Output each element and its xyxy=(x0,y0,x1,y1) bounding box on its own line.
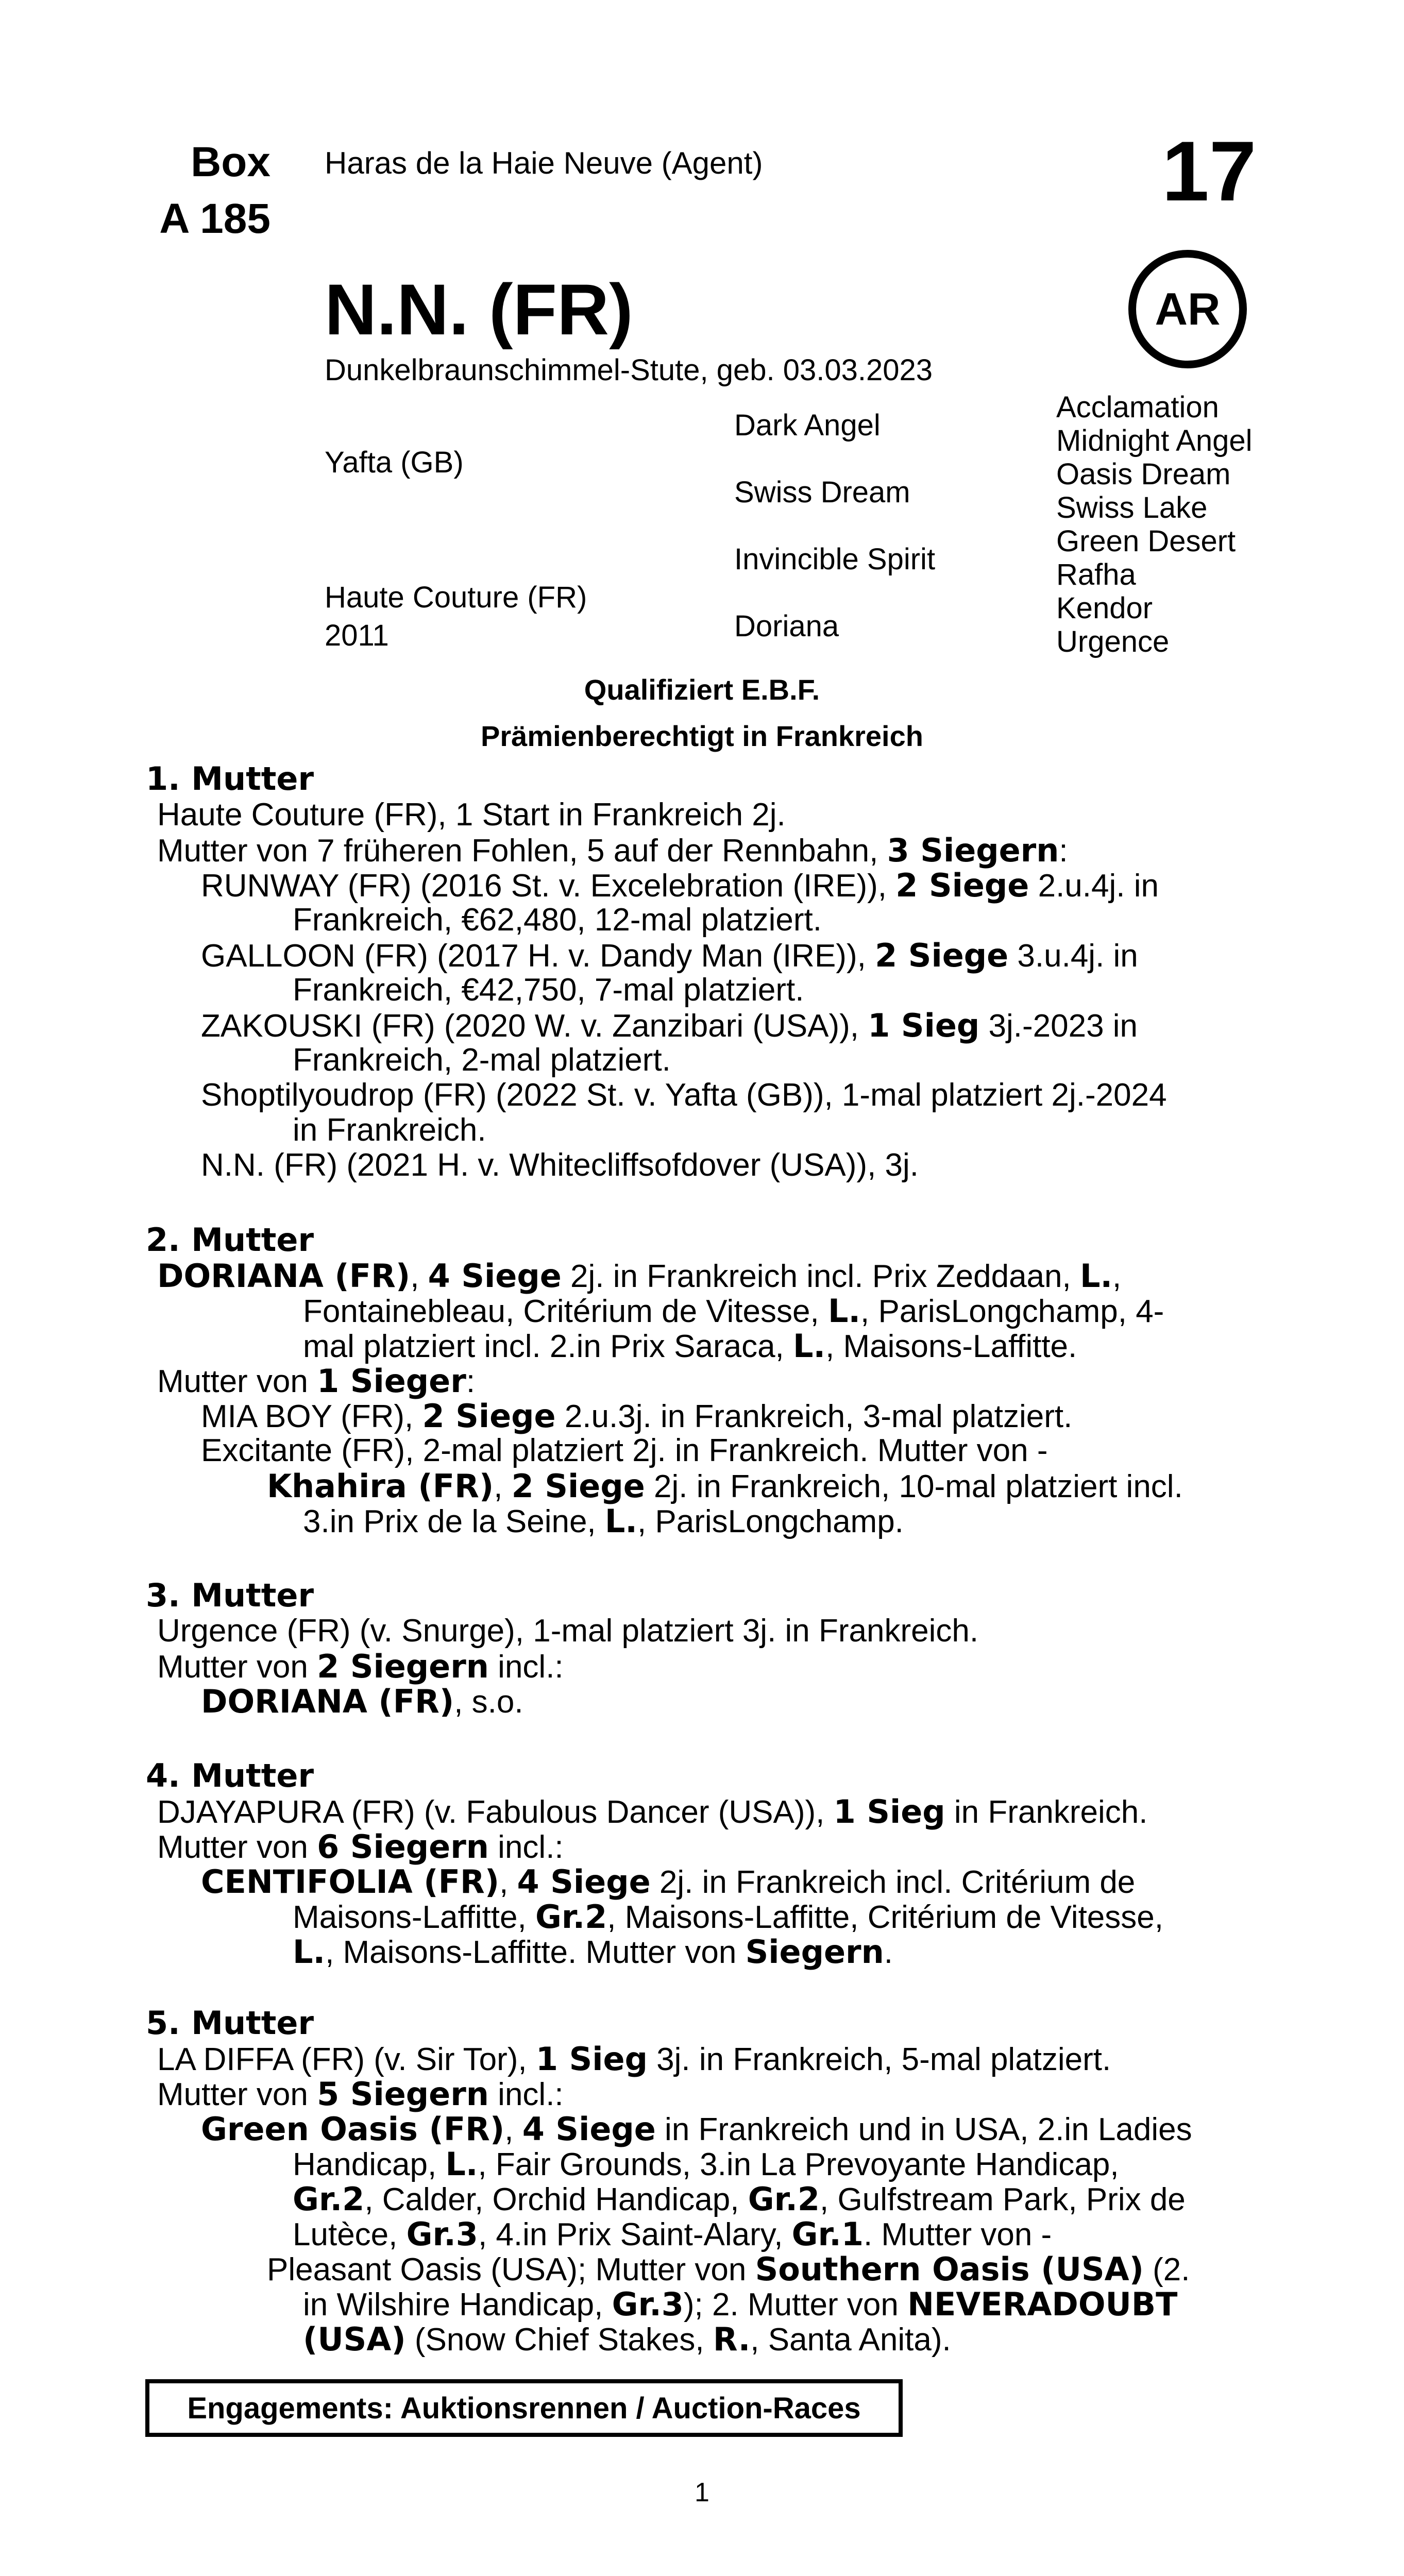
section-line xyxy=(267,1467,1183,1505)
bold-text: 5 Siegern xyxy=(317,2075,489,2113)
section-title: 4. Mutter xyxy=(146,1757,314,1794)
text: Maisons-Laffitte, xyxy=(293,1900,535,1935)
bold-text: 2 Siege xyxy=(875,937,1009,974)
text: , Fair Grounds, 3.in La Prevoyante Handicap, xyxy=(478,2147,1119,2182)
bold-text: Gr.2 xyxy=(748,2180,820,2218)
bold-text: (USA) xyxy=(303,2320,406,2358)
text: mal platziert incl. 2.in Prix Saraca, xyxy=(303,1329,793,1364)
bold-text: DORIANA (FR) xyxy=(201,1683,454,1720)
text: DJAYAPURA (FR) (v. Fabulous Dancer (USA)), xyxy=(157,1794,834,1830)
pedigree-dam-dam: Doriana xyxy=(734,609,839,643)
section-line xyxy=(157,1793,1147,1831)
bold-text: L. xyxy=(604,1502,637,1540)
text: , ParisLongchamp, 4- xyxy=(860,1294,1164,1329)
text: incl.: xyxy=(488,2077,564,2112)
section-line xyxy=(201,1147,919,1183)
section-line xyxy=(157,1828,564,1866)
section-line xyxy=(201,1432,1047,1469)
pedigree-gen3-5: Green Desert xyxy=(1056,524,1236,558)
section-line xyxy=(157,2075,564,2113)
lot-number: 17 xyxy=(1162,124,1257,218)
bold-text: Gr.3 xyxy=(612,2285,684,2323)
box-label: Box xyxy=(191,139,270,185)
text: 3.u.4j. in xyxy=(1008,938,1138,974)
text: : xyxy=(1059,833,1068,869)
ar-badge-label: AR xyxy=(1155,283,1221,334)
text: ZAKOUSKI (FR) (2020 W. v. Zanzibari (USA)), xyxy=(201,1008,868,1044)
text: RUNWAY (FR) (2016 St. v. Excelebration (IRE)), xyxy=(201,868,896,904)
bold-text: Southern Oasis (USA) xyxy=(755,2250,1144,2288)
text: incl.: xyxy=(488,1829,564,1865)
section-line xyxy=(201,1683,523,1720)
text: 2.u.4j. in xyxy=(1029,868,1159,904)
text: 3j. in Frankreich, 5-mal platziert. xyxy=(647,2042,1111,2077)
text: Frankreich, €42,750, 7-mal platziert. xyxy=(293,972,804,1008)
text: Mutter von 7 früheren Fohlen, 5 auf der Rennbahn, xyxy=(157,833,887,869)
section-line xyxy=(157,1648,564,1685)
section-title: 5. Mutter xyxy=(146,2004,314,2042)
section-line xyxy=(293,1933,893,1971)
bold-text: 1 Sieg xyxy=(868,1007,980,1044)
section-line xyxy=(293,1042,671,1078)
section-line xyxy=(201,1007,1138,1044)
text: , xyxy=(410,1259,428,1294)
text: , Santa Anita). xyxy=(750,2322,951,2358)
text: LA DIFFA (FR) (v. Sir Tor), xyxy=(157,2042,536,2077)
bold-text: L. xyxy=(445,2145,478,2183)
horse-description: Dunkelbraunschimmel-Stute, geb. 03.03.2023 xyxy=(325,353,933,387)
section-title: 2. Mutter xyxy=(146,1221,314,1259)
section-line xyxy=(267,2250,1190,2288)
section-line xyxy=(201,1863,1135,1901)
bold-text: 1 Sieg xyxy=(833,1793,945,1831)
text: 3.in Prix de la Seine, xyxy=(303,1504,605,1539)
bold-text: L. xyxy=(793,1327,826,1365)
section-line xyxy=(201,1397,1072,1435)
bold-text: 4 Siege xyxy=(522,2110,656,2148)
text: Fontainebleau, Critérium de Vitesse, xyxy=(303,1294,828,1329)
bold-text: Green Oasis (FR) xyxy=(201,2110,505,2148)
section-line xyxy=(303,1327,1077,1365)
section-line xyxy=(157,1257,1121,1295)
section-line xyxy=(293,1898,1163,1936)
bold-text: 2 Siege xyxy=(895,867,1029,904)
text: Haute Couture (FR), 1 Start in Frankreich 2j. xyxy=(157,797,786,833)
bold-text: Gr.2 xyxy=(535,1898,607,1936)
section-line xyxy=(293,2215,1052,2253)
pedigree-gen3-2: Midnight Angel xyxy=(1056,424,1253,457)
text: Mutter von xyxy=(157,1649,317,1685)
section-line xyxy=(157,796,786,833)
ar-badge xyxy=(1128,250,1247,368)
bold-text: 6 Siegern xyxy=(317,1828,489,1866)
pedigree-dam-year: 2011 xyxy=(325,619,389,652)
text: Frankreich, €62,480, 12-mal platziert. xyxy=(293,902,822,938)
text: incl.: xyxy=(488,1649,564,1685)
bold-text: L. xyxy=(1079,1257,1113,1295)
bold-text: 1 Sieger xyxy=(317,1362,466,1400)
bold-text: Khahira (FR) xyxy=(267,1467,494,1505)
pedigree-dam-sire: Invincible Spirit xyxy=(734,543,936,576)
section-line xyxy=(201,2110,1192,2148)
text: GALLOON (FR) (2017 H. v. Dandy Man (IRE)), xyxy=(201,938,875,974)
text: 2j. in Frankreich incl. Prix Zeddaan, xyxy=(561,1259,1080,1294)
bold-text: Siegern xyxy=(745,1933,884,1971)
bold-text: 3 Siegern xyxy=(887,832,1059,869)
text: Excitante (FR), 2-mal platziert 2j. in Frankreich. Mutter von - xyxy=(201,1433,1048,1468)
text: in Wilshire Handicap, xyxy=(303,2287,612,2323)
section-line xyxy=(303,1502,904,1540)
text: . xyxy=(884,1935,893,1970)
bold-text: L. xyxy=(827,1292,861,1330)
section-line xyxy=(157,832,1068,869)
section-line xyxy=(201,937,1138,974)
text: , Maisons-Laffitte. xyxy=(825,1329,1077,1364)
section-line xyxy=(303,2285,1177,2323)
text: Mutter von xyxy=(157,1364,317,1399)
section-line xyxy=(201,867,1159,904)
bold-text: 4 Siege xyxy=(517,1863,651,1901)
pedigree-gen3-4: Swiss Lake xyxy=(1056,491,1208,524)
section-line xyxy=(293,902,822,938)
text: Urgence (FR) (v. Snurge), 1-mal platziert 3j. in Frankreich. xyxy=(157,1613,979,1649)
text: , s.o. xyxy=(454,1684,523,1720)
text: : xyxy=(466,1364,476,1399)
text: , xyxy=(499,1865,517,1900)
text: , Gulfstream Park, Prix de xyxy=(820,2182,1186,2217)
bold-text: 2 Siege xyxy=(422,1397,556,1435)
section-title: 3. Mutter xyxy=(146,1577,314,1614)
section-line xyxy=(293,2145,1119,2183)
bold-text: NEVERADOUBT xyxy=(907,2285,1178,2323)
text: , xyxy=(504,2112,522,2147)
consignor: Haras de la Haie Neuve (Agent) xyxy=(325,146,763,180)
bold-text: R. xyxy=(713,2320,751,2358)
text: , Maisons-Laffitte, Critérium de Vitesse, xyxy=(607,1900,1163,1935)
section-line xyxy=(157,1362,475,1400)
text: Frankreich, 2-mal platziert. xyxy=(293,1042,671,1078)
horse-name: N.N. (FR) xyxy=(325,269,633,350)
section-title: 1. Mutter xyxy=(146,760,314,798)
text: , xyxy=(494,1469,512,1504)
section-line xyxy=(201,1077,1167,1113)
pedigree-gen3-7: Kendor xyxy=(1056,591,1153,625)
text: , xyxy=(1112,1259,1122,1294)
text: Mutter von xyxy=(157,1829,317,1865)
text: 2j. in Frankreich, 10-mal platziert incl. xyxy=(645,1469,1183,1504)
bold-text: DORIANA (FR) xyxy=(157,1257,411,1295)
text: 2j. in Frankreich incl. Critérium de xyxy=(650,1865,1136,1900)
pedigree-sire: Yafta (GB) xyxy=(325,446,464,479)
qualification-premium: Prämienberechtigt in Frankreich xyxy=(481,720,923,752)
text: in Frankreich. xyxy=(293,1112,486,1148)
page-number: 1 xyxy=(695,2478,709,2507)
section-line xyxy=(157,1613,978,1649)
section-line xyxy=(293,2180,1186,2218)
section-line xyxy=(303,2320,951,2358)
bold-text: Gr.2 xyxy=(293,2180,365,2218)
bold-text: 2 Siegern xyxy=(317,1648,489,1685)
text: 2.u.3j. in Frankreich, 3-mal platziert. xyxy=(555,1399,1073,1434)
section-line xyxy=(157,2040,1111,2078)
pedigree-sire-sire: Dark Angel xyxy=(734,409,881,442)
text: . Mutter von - xyxy=(863,2217,1052,2252)
engagements-box xyxy=(145,2379,903,2437)
text: (Snow Chief Stakes, xyxy=(405,2322,713,2358)
text: , ParisLongchamp. xyxy=(637,1504,904,1539)
bold-text: Gr.1 xyxy=(791,2215,864,2253)
pedigree-gen3-3: Oasis Dream xyxy=(1056,457,1231,491)
text: MIA BOY (FR), xyxy=(201,1399,422,1434)
bold-text: 2 Siege xyxy=(511,1467,645,1505)
text: , Maisons-Laffitte. Mutter von xyxy=(325,1935,746,1970)
text: , 4.in Prix Saint-Alary, xyxy=(478,2217,792,2252)
section-line xyxy=(293,972,804,1008)
text: Handicap, xyxy=(293,2147,446,2182)
pedigree-dam: Haute Couture (FR) xyxy=(325,581,587,614)
bold-text: L. xyxy=(293,1933,326,1971)
text: ); 2. Mutter von xyxy=(683,2287,908,2323)
bold-text: CENTIFOLIA (FR) xyxy=(201,1863,500,1901)
text: 3j.-2023 in xyxy=(979,1008,1138,1044)
text: in Frankreich und in USA, 2.in Ladies xyxy=(655,2112,1192,2147)
engagements-text: Engagements: Auktionsrennen / Auction-Races xyxy=(187,2391,861,2425)
bold-text: 1 Sieg xyxy=(535,2040,648,2078)
section-line xyxy=(293,1112,486,1148)
text: , Calder, Orchid Handicap, xyxy=(364,2182,748,2217)
box-number: A 185 xyxy=(159,195,270,242)
pedigree-sire-dam: Swiss Dream xyxy=(734,476,910,509)
pedigree-gen3-1: Acclamation xyxy=(1056,391,1219,424)
text: N.N. (FR) (2021 H. v. Whitecliffsofdover (USA)), 3j. xyxy=(201,1147,919,1183)
text: Lutèce, xyxy=(293,2217,407,2252)
pedigree-gen3-6: Rafha xyxy=(1056,558,1136,591)
bold-text: 4 Siege xyxy=(428,1257,562,1295)
text: Mutter von xyxy=(157,2077,317,2112)
qualification-ebf: Qualifiziert E.B.F. xyxy=(584,673,820,706)
text: in Frankreich. xyxy=(945,1794,1148,1830)
text: Shoptilyoudrop (FR) (2022 St. v. Yafta (GB)), 1-mal platziert 2j.-2024 xyxy=(201,1077,1167,1113)
pedigree-gen3-8: Urgence xyxy=(1056,625,1170,658)
text: (2. xyxy=(1143,2252,1190,2287)
text: Pleasant Oasis (USA); Mutter von xyxy=(267,2252,755,2287)
section-line xyxy=(303,1292,1164,1330)
bold-text: Gr.3 xyxy=(406,2215,478,2253)
